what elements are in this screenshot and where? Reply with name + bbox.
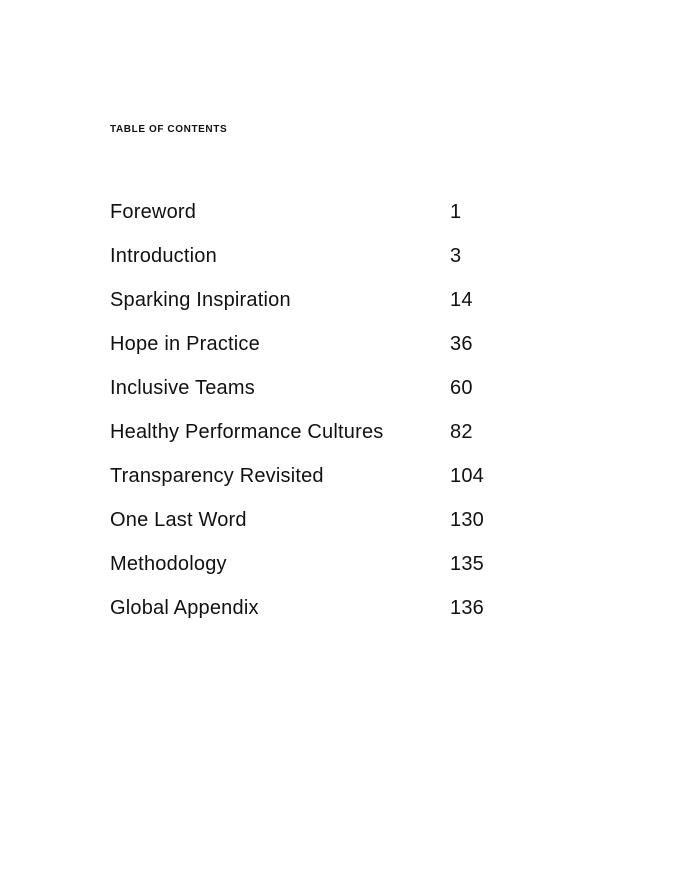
toc-entry-title: Introduction xyxy=(110,245,217,267)
toc-entry-healthy-performance-cultures xyxy=(110,417,530,461)
toc-entry-page-number: 14 xyxy=(450,289,473,311)
toc-entry-page-number: 82 xyxy=(450,421,473,443)
toc-entry-title: Transparency Revisited xyxy=(110,465,324,487)
toc-entry-foreword xyxy=(110,197,530,241)
toc-entry-page-number: 36 xyxy=(450,333,473,355)
toc-entry-global-appendix xyxy=(110,593,530,637)
toc-entry-one-last-word xyxy=(110,505,530,549)
toc-entry-title: Global Appendix xyxy=(110,597,259,619)
toc-entry-title: Methodology xyxy=(110,553,227,575)
toc-heading: TABLE OF CONTENTS xyxy=(110,124,228,135)
toc-entry-page-number: 1 xyxy=(450,201,462,223)
toc-entry-page-number: 135 xyxy=(450,553,484,575)
toc-entry-introduction xyxy=(110,241,530,285)
toc-entry-title: Inclusive Teams xyxy=(110,377,255,399)
toc-entry-page-number: 104 xyxy=(450,465,484,487)
toc-entry-title: Hope in Practice xyxy=(110,333,260,355)
toc-entry-title: One Last Word xyxy=(110,509,247,531)
toc-entry-title: Healthy Performance Cultures xyxy=(110,421,384,443)
toc-entry-methodology xyxy=(110,549,530,593)
toc-entry-title: Foreword xyxy=(110,201,197,223)
toc-entry-page-number: 136 xyxy=(450,597,484,619)
toc-entry-sparking-inspiration xyxy=(110,285,530,329)
toc-entry-title: Sparking Inspiration xyxy=(110,289,291,311)
toc-entry-page-number: 3 xyxy=(450,245,462,267)
toc-entry-page-number: 130 xyxy=(450,509,484,531)
toc-list xyxy=(110,197,530,637)
toc-entry-hope-in-practice xyxy=(110,329,530,373)
toc-entry-transparency-revisited xyxy=(110,461,530,505)
toc-entry-page-number: 60 xyxy=(450,377,473,399)
toc-entry-inclusive-teams xyxy=(110,373,530,417)
